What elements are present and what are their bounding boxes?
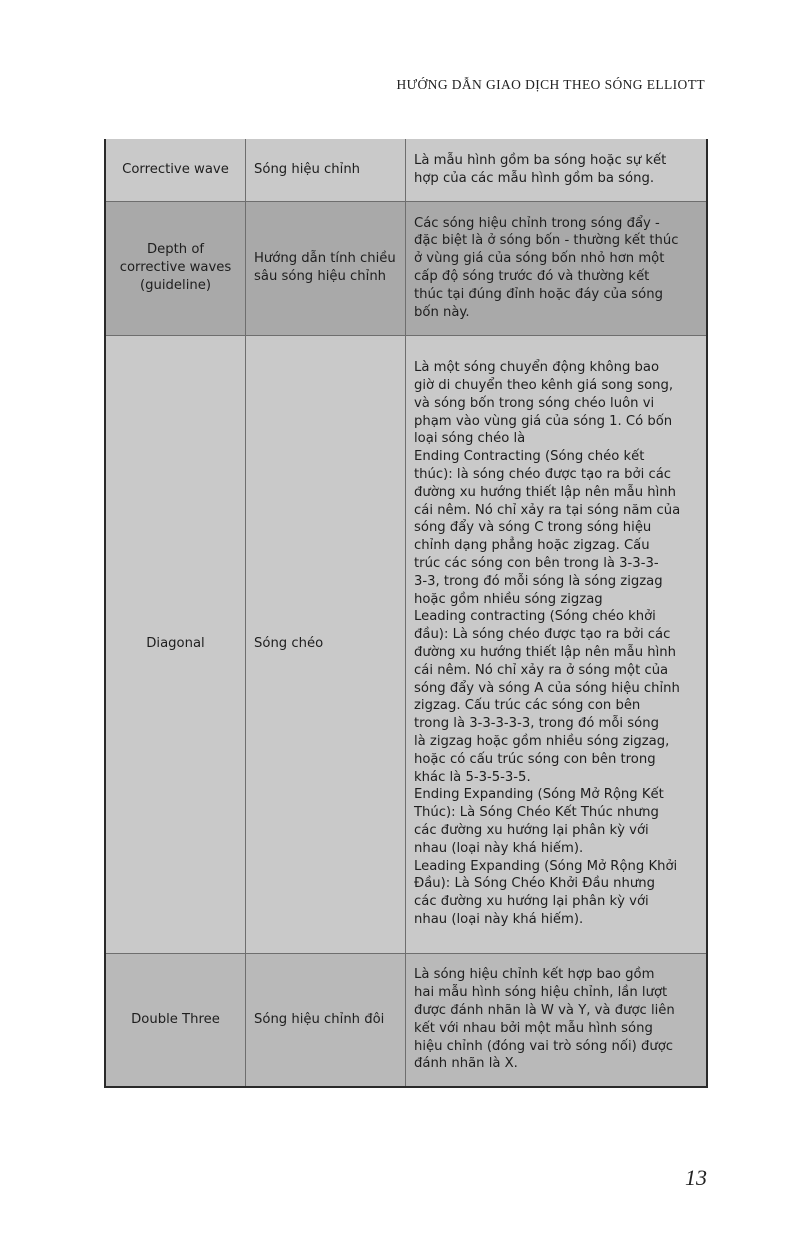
definition-line: loại sóng chéo là [414, 431, 526, 447]
definition-line: zigzag. Cấu trúc các sóng con bên [414, 698, 641, 714]
definition-line: sóng đẩy và sóng A của sóng hiệu chỉnh [414, 680, 680, 696]
term-english: Double Three [105, 953, 246, 1087]
definition-line: sóng đẩy và sóng C trong sóng hiệu [414, 520, 652, 536]
running-header: HƯỚNG DẪN GIAO DỊCH THEO SÓNG ELLIOTT [396, 77, 705, 92]
definition-line: Leading contracting (Sóng chéo khởi [414, 609, 656, 625]
page-number: 13 [685, 1165, 707, 1190]
term-english: Corrective wave [105, 139, 246, 201]
definition-line: phạm vào vùng giá của sóng 1. Có bốn [414, 413, 673, 429]
definition-line: đặc biệt là ở sóng bốn - thường kết thúc [414, 233, 679, 249]
term-vietnamese: Sóng chéo [246, 335, 406, 953]
definition-line: trúc các sóng con bên trong là 3-3-3- [414, 556, 659, 572]
definition-line: Ending Contracting (Sóng chéo kết [414, 449, 645, 465]
definition-line: đánh nhãn là X. [414, 1056, 518, 1072]
table-row [105, 335, 707, 953]
definition-line: Ending Expanding (Sóng Mở Rộng Kết [414, 787, 664, 803]
term-definition [406, 953, 708, 1087]
definition-line: ở vùng giá của sóng bốn nhỏ hơn một [414, 251, 665, 267]
definition-line: Đầu): Là Sóng Chéo Khởi Đầu nhưng [414, 876, 655, 892]
definition-line: Là mẫu hình gồm ba sóng hoặc sự kết [414, 152, 667, 168]
definition-line: nhau (loại này khá hiếm). [414, 840, 584, 856]
definition-line: hai mẫu hình sóng hiệu chỉnh, lần lượt [414, 985, 668, 1001]
definition-line: Là sóng hiệu chỉnh kết hợp bao gồm [414, 967, 655, 983]
definition-line: chỉnh dạng phẳng hoặc zigzag. Cấu [414, 538, 650, 554]
term-definition [406, 201, 708, 335]
term-definition [406, 139, 708, 201]
definition-line: Leading Expanding (Sóng Mở Rộng Khởi [414, 858, 678, 874]
definition-line: khác là 5-3-5-3-5. [414, 769, 531, 785]
definition-line: kết với nhau bởi một mẫu hình sóng [414, 1020, 653, 1036]
definition-line: nhau (loại này khá hiếm). [414, 911, 584, 927]
term-vietnamese: Hướng dẫn tính chiều sâu sóng hiệu chỉnh [246, 201, 406, 335]
definition-line: cấp độ sóng trước đó và thường kết [414, 269, 650, 284]
definition-line: hiệu chỉnh (đóng vai trò sóng nối) được [414, 1038, 674, 1054]
definition-line: Các sóng hiệu chỉnh trong sóng đẩy - [414, 215, 660, 231]
definition-line: hợp của các mẫu hình gồm ba sóng. [414, 170, 655, 186]
table-row [105, 201, 707, 335]
definition-line: đường xu hướng thiết lập nên mẫu hình [414, 645, 676, 660]
term-vietnamese: Sóng hiệu chỉnh [246, 139, 406, 201]
definition-line: thúc): là sóng chéo được tạo ra bởi các [414, 467, 672, 483]
table-row [105, 953, 707, 1087]
term-definition [406, 335, 708, 953]
definition-line: bốn này. [414, 304, 470, 320]
definition-line: được đánh nhãn là W và Y, và được liên [414, 1002, 675, 1018]
definition-line: đầu): Là sóng chéo được tạo ra bởi các [414, 627, 671, 643]
definition-line: Thúc): Là Sóng Chéo Kết Thúc nhưng [414, 805, 659, 821]
definition-line: cái nêm. Nó chỉ xảy ra tại sóng năm của [414, 502, 681, 518]
definition-line: hoặc có cấu trúc sóng con bên trong [414, 751, 656, 767]
term-english: Diagonal [105, 335, 246, 953]
definition-line: 3-3, trong đó mỗi sóng là sóng zigzag [414, 573, 663, 589]
definition-line: Là một sóng chuyển động không bao [414, 360, 660, 376]
term-vietnamese: Sóng hiệu chỉnh đôi [246, 953, 406, 1087]
definition-line: cái nêm. Nó chỉ xảy ra ở sóng một của [414, 662, 669, 678]
definition-line: là zigzag hoặc gồm nhiều sóng zigzag, [414, 733, 670, 749]
definition-line: và sóng bốn trong sóng chéo luôn vi [414, 395, 655, 411]
definition-line: các đường xu hướng lại phân kỳ với [414, 822, 649, 838]
glossary-table [104, 139, 708, 1088]
term-english: Depth of corrective waves (guideline) [105, 201, 246, 335]
definition-line: trong là 3-3-3-3-3, trong đó mỗi sóng [414, 716, 659, 732]
definition-line: hoặc gồm nhiều sóng zigzag [414, 591, 603, 607]
table-row [105, 139, 707, 201]
definition-line: thúc tại đúng đỉnh hoặc đáy của sóng [414, 286, 663, 302]
definition-line: các đường xu hướng lại phân kỳ với [414, 894, 649, 910]
definition-line: giờ di chuyển theo kênh giá song song, [414, 378, 674, 394]
definition-line: đường xu hướng thiết lập nên mẫu hình [414, 484, 676, 500]
